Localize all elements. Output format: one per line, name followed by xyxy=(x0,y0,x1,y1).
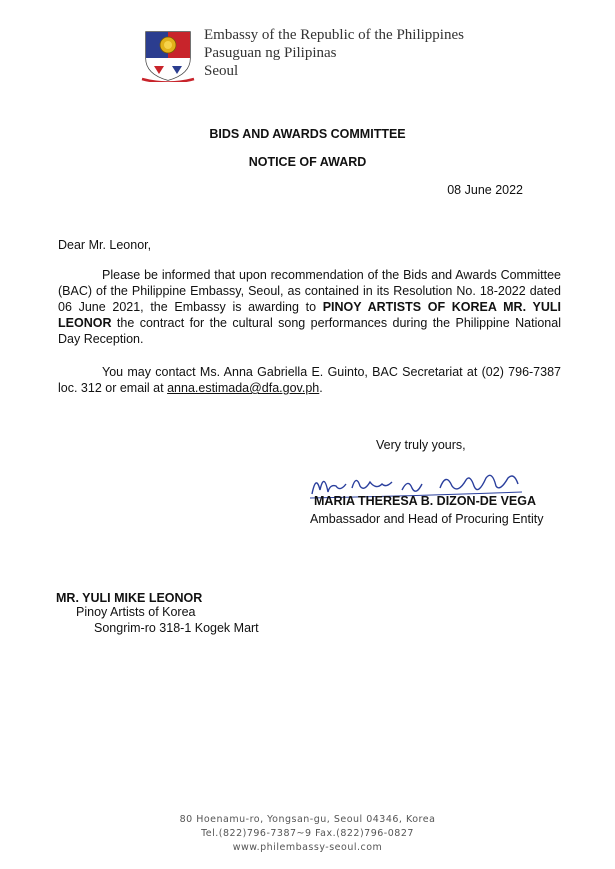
signature-block xyxy=(290,466,570,530)
para2-text-b: . xyxy=(319,381,323,395)
letterhead-line1: Embassy of the Republic of the Philippines xyxy=(204,27,464,43)
letterhead-text xyxy=(204,26,464,80)
heading-notice: NOTICE OF AWARD xyxy=(248,155,367,169)
email-link[interactable]: anna.estimada@dfa.gov.ph xyxy=(167,381,320,395)
para1-text-a: Please be informed that upon recommendation of the Bids and Awards Committee (BAC) of the Philippine Embassy, Seoul, as contained in its Resolution No. 18-2022 dated 06 June 2021, the Embassy is awarding to xyxy=(58,268,561,314)
letterhead-line2: Pasuguan ng Pilipinas xyxy=(204,45,337,61)
philippine-seal-icon xyxy=(140,24,196,82)
para1-text-b: the contract for the cultural song performances during the Philippine National Day Reception. xyxy=(58,316,561,346)
signatory-name: MARIA THERESA B. DIZON-DE VEGA xyxy=(314,494,536,508)
addressee-line1: Pinoy Artists of Korea xyxy=(76,605,196,619)
letterhead-line3: Seoul xyxy=(204,63,239,79)
letterhead xyxy=(140,24,520,84)
awardee-bold: PINOY ARTISTS OF KOREA MR. YULI LEONOR xyxy=(58,300,561,330)
salutation: Dear Mr. Leonor, xyxy=(58,238,152,252)
footer-phone: Tel.(822)796-7387~9 Fax.(822)796-0827 xyxy=(201,828,414,839)
addressee-name: MR. YULI MIKE LEONOR xyxy=(56,591,203,605)
closing: Very truly yours, xyxy=(376,438,466,452)
footer-address: 80 Hoenamu-ro, Yongsan-gu, Seoul 04346, Korea xyxy=(179,814,436,825)
heading-committee: BIDS AND AWARDS COMMITTEE xyxy=(209,127,406,141)
footer-website[interactable]: www.philembassy-seoul.com xyxy=(232,842,383,853)
body-paragraph-1 xyxy=(58,267,561,347)
body-paragraph-2 xyxy=(58,364,561,396)
addressee-line2: Songrim-ro 318-1 Kogek Mart xyxy=(94,621,259,635)
letter-date: 08 June 2022 xyxy=(447,183,523,197)
para2-text-a: You may contact Ms. Anna Gabriella E. Guinto, BAC Secretariat at (02) 796-7387 loc. 312 or email at xyxy=(58,365,561,395)
signatory-title: Ambassador and Head of Procuring Entity xyxy=(310,512,544,526)
